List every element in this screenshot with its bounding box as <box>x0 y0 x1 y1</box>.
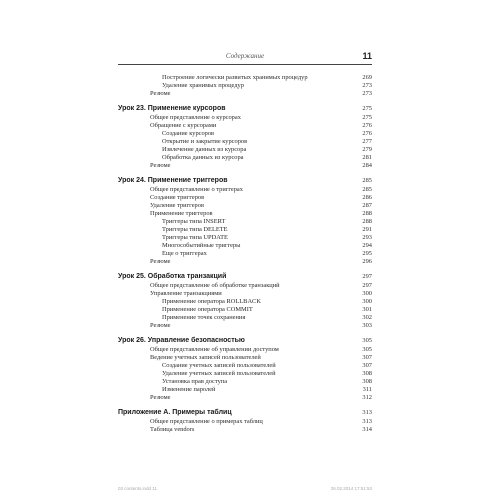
toc-entry-text: Удаление триггеров <box>150 202 204 209</box>
toc-entry-page: 296 <box>362 258 372 265</box>
toc-entry-text: Общее представление о триггерах <box>150 186 243 193</box>
toc-chapter-heading[interactable] <box>118 104 372 114</box>
toc-chapter-heading[interactable] <box>118 408 372 418</box>
toc-entry-text: Триггеры типа DELETE <box>162 226 228 233</box>
toc-entry-text: Применение оператора COMMIT <box>162 306 253 313</box>
toc-entry[interactable] <box>118 290 372 298</box>
toc-entry[interactable] <box>118 418 372 426</box>
toc-entry-page: 281 <box>362 154 372 161</box>
toc-entry-text: Таблица vendors <box>150 426 195 433</box>
chapter-page: 297 <box>362 273 372 280</box>
chapter-title: Урок 23. Применение курсоров <box>118 105 226 112</box>
toc-entry-text: Резюме <box>150 322 171 329</box>
toc-entry-text: Обработка данных из курсора <box>162 154 244 161</box>
toc-entry[interactable] <box>118 186 372 194</box>
toc-entry[interactable] <box>118 306 372 314</box>
toc-entry-page: 301 <box>362 306 372 313</box>
toc-entry-page: 302 <box>362 314 372 321</box>
toc-entry[interactable] <box>118 242 372 250</box>
toc-entry-page: 308 <box>362 378 372 385</box>
toc-chapter-heading[interactable] <box>118 272 372 282</box>
toc-entry-text: Общее представление об управлении доступом <box>150 346 279 353</box>
toc-entry[interactable] <box>118 370 372 378</box>
toc-entry[interactable] <box>118 282 372 290</box>
toc-entry-page: 308 <box>362 370 372 377</box>
chapter-title: Урок 25. Обработка транзакций <box>118 273 227 280</box>
toc-entry[interactable] <box>118 154 372 162</box>
toc-entry-page: 273 <box>362 90 372 97</box>
chapter-title: Приложение А. Примеры таблиц <box>118 409 232 416</box>
toc-entry-text: Общее представление о курсорах <box>150 114 241 121</box>
toc-entry[interactable] <box>118 386 372 394</box>
header-rule <box>118 64 372 65</box>
toc-entry-text: Применение точек сохранения <box>162 314 246 321</box>
toc-entry-text: Применение оператора ROLLBACK <box>162 298 261 305</box>
toc-entry-page: 312 <box>362 394 372 401</box>
toc-entry-text: Триггеры типа UPDATE <box>162 234 228 241</box>
toc-entry-text: Обращение с курсорами <box>150 122 217 129</box>
toc-entry[interactable] <box>118 354 372 362</box>
chapter-page: 313 <box>362 409 372 416</box>
toc-entry-page: 276 <box>362 122 372 129</box>
toc-entry-text: Построение логически развитых хранимых процедур <box>162 74 308 81</box>
toc-entry-page: 300 <box>362 298 372 305</box>
toc-entry-page: 313 <box>362 418 372 425</box>
toc-entry-page: 287 <box>362 202 372 209</box>
toc-chapter-heading[interactable] <box>118 176 372 186</box>
toc-entry[interactable] <box>118 146 372 154</box>
toc-entry-page: 311 <box>362 386 372 393</box>
toc-entry[interactable] <box>118 394 372 402</box>
toc-entry-text: Резюме <box>150 90 171 97</box>
chapter-page: 285 <box>362 177 372 184</box>
print-slug-left: 03 contents.indd 11 <box>118 486 157 491</box>
toc-entry[interactable] <box>118 82 372 90</box>
toc-entry-page: 284 <box>362 162 372 169</box>
toc-entry-text: Общее представление о примерах таблиц <box>150 418 263 425</box>
toc-entry-page: 307 <box>362 354 372 361</box>
print-slug-right: 26.02.2014 17:51:53 <box>330 486 372 491</box>
toc-entry-page: 285 <box>362 186 372 193</box>
toc-entry[interactable] <box>118 162 372 170</box>
toc-entry-text: Удаление учетных записей пользователей <box>162 370 276 377</box>
toc-entry-page: 307 <box>362 362 372 369</box>
toc-entry[interactable] <box>118 90 372 98</box>
toc-entry-page: 297 <box>362 282 372 289</box>
header-title: Содержание <box>225 52 265 60</box>
toc-entry[interactable] <box>118 234 372 242</box>
toc-entry[interactable] <box>118 378 372 386</box>
toc-entry[interactable] <box>118 226 372 234</box>
toc-entry-text: Резюме <box>150 258 171 265</box>
toc-entry-text: Установка прав доступа <box>162 378 228 385</box>
toc-entry-page: 286 <box>362 194 372 201</box>
toc-entry[interactable] <box>118 298 372 306</box>
toc-entry[interactable] <box>118 258 372 266</box>
toc-entry[interactable] <box>118 130 372 138</box>
toc-entry-page: 288 <box>362 218 372 225</box>
toc-entry-text: Создание триггеров <box>150 194 205 201</box>
toc-entry-page: 300 <box>362 290 372 297</box>
toc-entry-page: 293 <box>362 234 372 241</box>
toc-entry-page: 294 <box>362 242 372 249</box>
toc-entry[interactable] <box>118 314 372 322</box>
toc-entry-text: Удаление хранимых процедур <box>162 82 244 89</box>
toc-entry[interactable] <box>118 218 372 226</box>
toc-entry-text: Управление транзакциями <box>150 290 222 297</box>
toc-entry[interactable] <box>118 426 372 434</box>
toc-entry-page: 277 <box>362 138 372 145</box>
toc-entry-text: Резюме <box>150 394 171 401</box>
chapter-title: Урок 26. Управление безопасностью <box>118 337 245 344</box>
chapter-page: 275 <box>362 105 372 112</box>
toc-entry-text: Многособытийные триггеры <box>162 242 241 249</box>
toc-entry-page: 303 <box>362 322 372 329</box>
toc-entry-text: Создание курсоров <box>162 130 215 137</box>
chapter-title: Урок 24. Применение триггеров <box>118 177 228 184</box>
toc-entry[interactable] <box>118 362 372 370</box>
toc-entry-text: Триггеры типа INSERT <box>162 218 226 225</box>
toc-entry-text: Создание учетных записей пользователей <box>162 362 276 369</box>
toc-entry-page: 288 <box>362 210 372 217</box>
toc-entry-page: 305 <box>362 346 372 353</box>
toc-entry-text: Общее представление об обработке транзакций <box>150 282 280 289</box>
toc-entry[interactable] <box>118 122 372 130</box>
toc-entry-page: 279 <box>362 146 372 153</box>
toc-entry[interactable] <box>118 202 372 210</box>
toc-chapter-heading[interactable] <box>118 336 372 346</box>
toc-entry-page: 295 <box>362 250 372 257</box>
toc-entry-page: 275 <box>362 114 372 121</box>
toc-entry-text: Извлечение данных из курсора <box>162 146 247 153</box>
toc-entry-page: 269 <box>362 74 372 81</box>
toc-entry-text: Изменение паролей <box>162 386 216 393</box>
toc-entry[interactable] <box>118 322 372 330</box>
table-of-contents <box>118 74 372 434</box>
toc-entry-page: 291 <box>362 226 372 233</box>
toc-entry-text: Резюме <box>150 162 171 169</box>
page-number: 11 <box>362 51 372 61</box>
toc-entry[interactable] <box>118 210 372 218</box>
toc-entry-text: Ведение учетных записей пользователей <box>150 354 261 361</box>
toc-entry-text: Еще о триггерах <box>162 250 207 257</box>
toc-entry[interactable] <box>118 114 372 122</box>
toc-entry-page: 273 <box>362 82 372 89</box>
toc-entry-text: Применение триггеров <box>150 210 213 217</box>
toc-entry[interactable] <box>118 346 372 354</box>
toc-entry[interactable] <box>118 138 372 146</box>
toc-entry-page: 276 <box>362 130 372 137</box>
toc-entry[interactable] <box>118 194 372 202</box>
toc-entry[interactable] <box>118 74 372 82</box>
toc-entry-text: Открытие и закрытие курсоров <box>162 138 248 145</box>
toc-entry-page: 314 <box>362 426 372 433</box>
toc-entry[interactable] <box>118 250 372 258</box>
chapter-page: 305 <box>362 337 372 344</box>
